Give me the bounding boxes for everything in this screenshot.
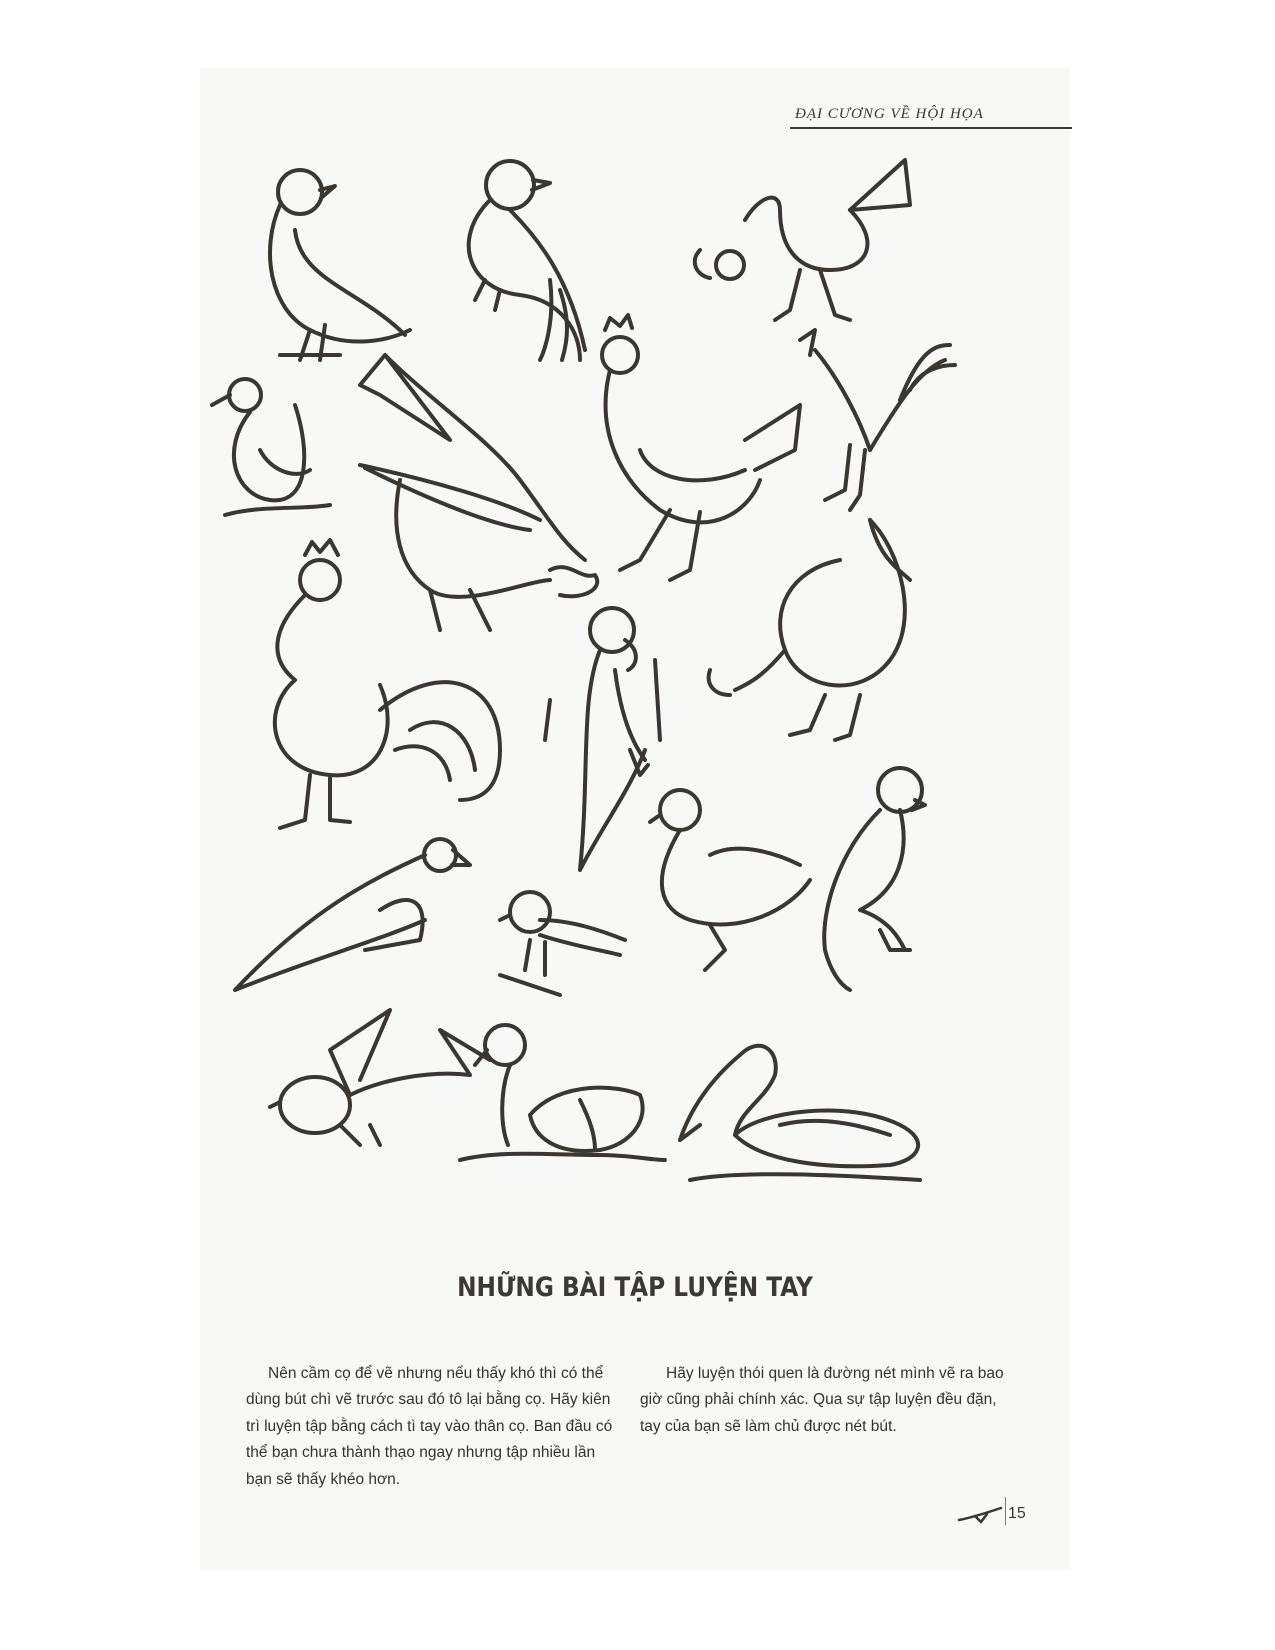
bird-sketch-2 [469,161,585,360]
bird-sketch-11 [235,839,470,990]
bird-sketch-5 [360,355,597,630]
bird-sketch-15 [270,1010,490,1145]
bird-sketch-12 [500,892,625,995]
bird-sketch-9 [545,608,660,870]
bird-sketch-6 [602,315,800,580]
page-number: 15 [1008,1505,1026,1522]
body-column-1: Nên cầm cọ để vẽ nhưng nếu thấy khó thì có thể dùng bút chì vẽ trước sau đó tô lại bằng cọ. Hãy kiên trì luyện tập bằng cách tì tay vào thân cọ. Ban đầu có thể bạn chưa thành thạo ngay nhưng tập nhiều lần bạn sẽ thấy khéo hơn. [246,1364,613,1488]
bird-sketch-10 [709,520,910,740]
bird-sketches-illustration [200,150,1070,1230]
page-number-divider [1005,1497,1006,1525]
body-column-2: Hãy luyện thói quen là đường nét mình vẽ ra bao giờ cũng phải chính xác. Qua sự tập luyện đều đặn, tay của bạn sẽ làm chủ được nét bút. [640,1364,1004,1435]
bird-sketch-13 [650,790,810,970]
bird-sketch-7 [800,330,955,510]
bird-sketch-16 [460,1025,665,1160]
bird-sketch-4 [212,379,330,515]
pen-nib-icon [955,1500,1005,1526]
running-header: ĐẠI CƯƠNG VỀ HỘI HỌA [795,106,984,122]
header-rule [790,127,1072,129]
bird-sketch-8 [275,540,500,828]
bird-sketch-17 [680,1046,920,1180]
bird-sketch-14 [824,768,925,990]
bird-sketch-3 [695,160,910,320]
section-title: NHỮNG BÀI TẬP LUYỆN TAY [457,1272,813,1303]
bird-sketch-1 [270,170,410,360]
